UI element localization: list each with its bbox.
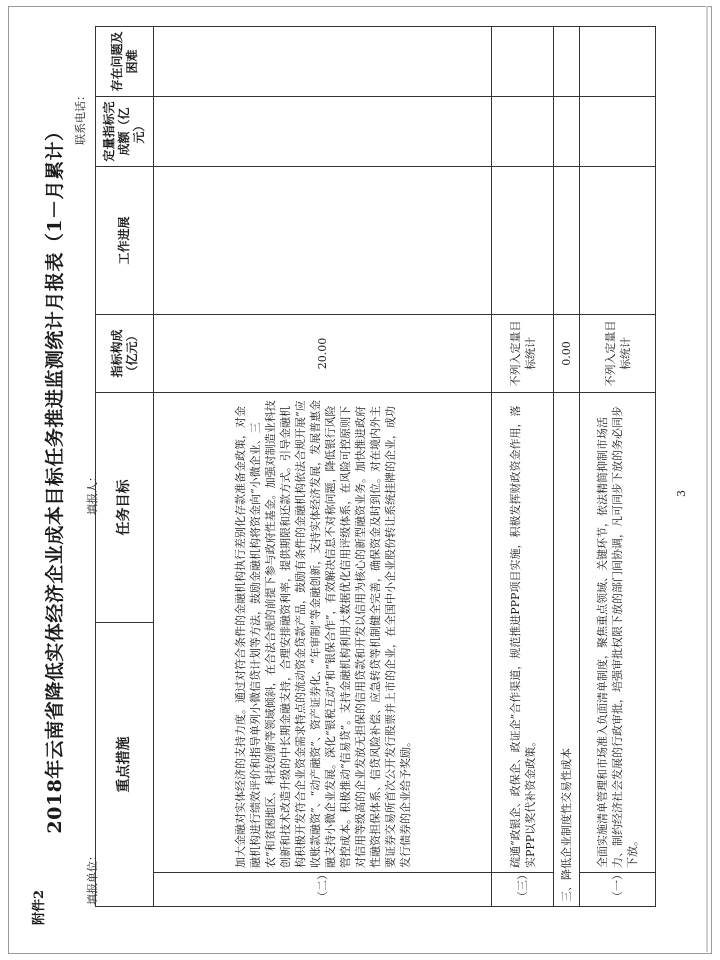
issues-cell — [554, 27, 580, 97]
rotated-document — [10, 20, 690, 935]
measure-text: 全面实施清单管理和市场准入负面清单制度，聚焦重点领域、关键环节，依法精简抑制市场活力、制约经济社会发展的行政审批，培强审批权限下放的部门间协调，凡可同步下放的务必同步下放。 — [580, 393, 656, 873]
document-title: 2018年云南省降低实体经济企业成本目标任务推进监测统计月报表（1－月累计） — [44, 121, 66, 834]
composition-value: 不列入定量目标统计 — [492, 315, 554, 393]
header-amount: 定量指标完成额（亿元） — [96, 97, 154, 167]
header-issues: 存在问题及困难 — [96, 27, 154, 97]
amount-cell — [554, 97, 580, 167]
section-heading: 三、降低企业制度性交易性成本 — [554, 393, 580, 907]
phone-label: 联系电话： — [74, 90, 87, 145]
table-row — [154, 27, 492, 907]
composition-value: 不列入定量目标统计 — [580, 315, 656, 393]
issues-cell — [580, 27, 656, 97]
amount-cell — [154, 97, 492, 167]
page-number: 3 — [675, 490, 688, 497]
progress-cell — [554, 167, 580, 315]
filler-label: 填报人： — [86, 471, 99, 515]
section-row — [554, 27, 580, 907]
scan-edge — [706, 6, 708, 952]
measure-text: 疏通“政银企、政保企、政证企”合作渠道，规范推进PPP项目实施，积极发挥财政资金作用，落实PPP以奖代补资金政策。 — [492, 393, 554, 873]
fill-unit-label: 填报单位： — [86, 850, 99, 905]
table-row — [580, 27, 656, 907]
report-table — [95, 26, 656, 907]
header-progress: 工作进展 — [96, 167, 154, 315]
row-number: （三） — [492, 873, 554, 907]
composition-value: 0.00 — [554, 315, 580, 393]
row-number: （二） — [154, 873, 492, 907]
issues-cell — [492, 27, 554, 97]
progress-cell — [154, 167, 492, 315]
progress-cell — [492, 167, 554, 315]
header-composition: 指标构成（亿元） — [96, 315, 154, 393]
issues-cell — [154, 27, 492, 97]
table-header-row — [96, 27, 154, 907]
measure-text: 加大金融对实体经济的支持力度。通过对符合条件的金融机构执行差别化存款准备金政策，对金融机构进行绩效评价和指导单列小微信贷计划等方法，鼓励金融机构将资金向“小微企业、三农”和贫困地区、科技创新等领域倾斜，在合法合规的前提下参与政府性基金。加强对制造业科技创新和技术改造升级的中长期金融支持，合理安排融资利率，提供期限和还款方式。引导金融机构积极开发符合企业资金需求特点的流动资金贷款产品，鼓励有条件的金融机构依法合规开展“应收账款融资”、“动产融资”、资产证券化、“年审制”等金融创新，支持实体经济发展，发展普惠金融支持小微企业发展。深化“银税互动”和“银保合作”，有效解决信息不对称问题，降低银行风险管控成本。积极推动“信易贷”。支持金融机构利用大数据优化信用评级体系，在风险可控原则下对信用等级高的企业发放无担保的信用贷款和开发以信用为核心的新型融资业务。加快推进政府性融资担保体系、信贷风险补偿、应急转贷等机制健全完善，确保资金及时到位。对在境内外主要证券交易所首次公开发行股票并上市的企业，在全国中小企业股份转让系统挂牌的企业，成功发行债券的企业给予奖励。 — [154, 393, 492, 873]
header-measure: 重点措施 — [96, 623, 154, 907]
header-target: 任务目标 — [96, 393, 154, 623]
composition-value: 20.00 — [154, 315, 492, 393]
progress-cell — [580, 167, 656, 315]
amount-cell — [492, 97, 554, 167]
table-row — [492, 27, 554, 907]
row-number: （一） — [580, 873, 656, 907]
attachment-label: 附件2 — [32, 889, 47, 925]
amount-cell — [580, 97, 656, 167]
